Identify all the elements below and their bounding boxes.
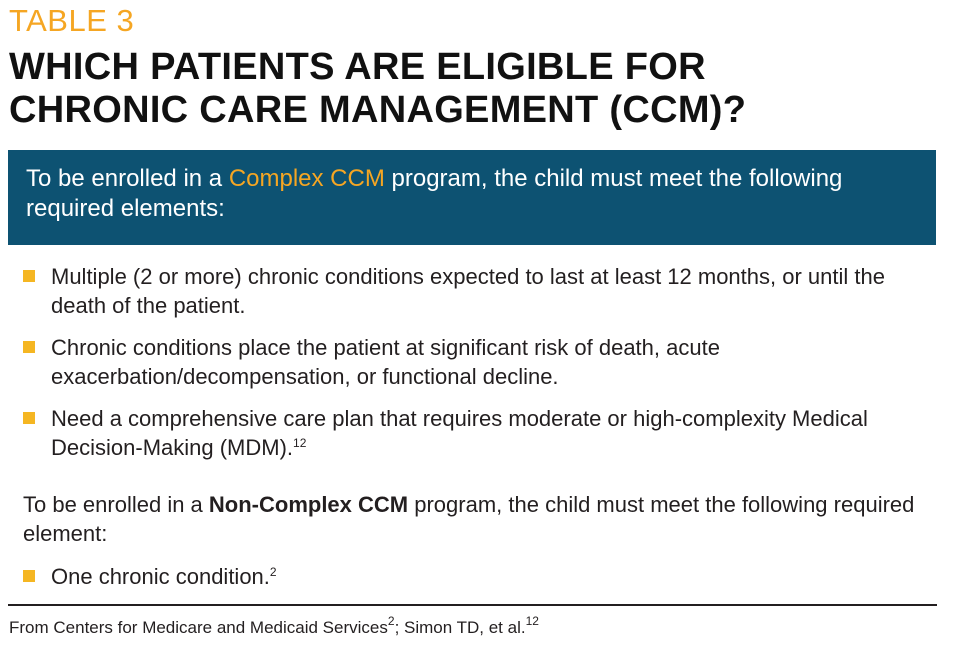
complex-ccm-banner xyxy=(8,150,936,245)
list-item-text: One chronic condition.$^2$ xyxy=(51,564,277,589)
banner-prefix: To be enrolled in a xyxy=(26,165,229,192)
noncomplex-prefix: To be enrolled in a xyxy=(23,492,209,517)
citation-sup: 12 xyxy=(525,614,539,628)
list-item-text: Multiple (2 or more) chronic conditions expected to last at least 12 months, or until the death of the patient. xyxy=(51,264,885,318)
list-item-text: Chronic conditions place the patient at significant risk of death, acute exacerbation/decompensation, or functional decline. xyxy=(51,335,720,389)
citation-sup: 2 xyxy=(269,565,277,579)
noncomplex-suffix: program, the child must meet the following required element: xyxy=(23,492,915,546)
banner-suffix: program, the child must meet the following required elements: xyxy=(26,165,843,222)
citation-sup: 2 xyxy=(387,614,395,628)
divider-rule xyxy=(8,604,937,606)
citation-sup: 12 xyxy=(293,436,307,450)
list-item xyxy=(23,262,923,322)
title-line-1: WHICH PATIENTS ARE ELIGIBLE FOR xyxy=(9,46,706,88)
bullet-square-icon xyxy=(23,412,35,424)
bullet-square-icon xyxy=(23,270,35,282)
bullet-square-icon xyxy=(23,570,35,582)
list-item xyxy=(23,404,923,464)
list-item-text: Need a comprehensive care plan that requires moderate or high-complexity Medical Decision-Making (MDM).$^{12}$ xyxy=(51,406,868,460)
bullet-square-icon xyxy=(23,341,35,353)
noncomplex-paragraph xyxy=(23,490,933,548)
list-item xyxy=(23,333,923,393)
table-label: TABLE 3 xyxy=(9,3,135,38)
source-note: From Centers for Medicare and Medicaid Services$^2$; Simon TD, et al.$^{12}$ xyxy=(9,614,539,637)
title-line-2: CHRONIC CARE MANAGEMENT (CCM)? xyxy=(9,89,747,131)
table-title xyxy=(9,46,949,132)
noncomplex-item xyxy=(23,562,923,592)
banner-highlight: Complex CCM xyxy=(228,165,385,192)
noncomplex-bold: Non-Complex CCM xyxy=(208,492,409,517)
